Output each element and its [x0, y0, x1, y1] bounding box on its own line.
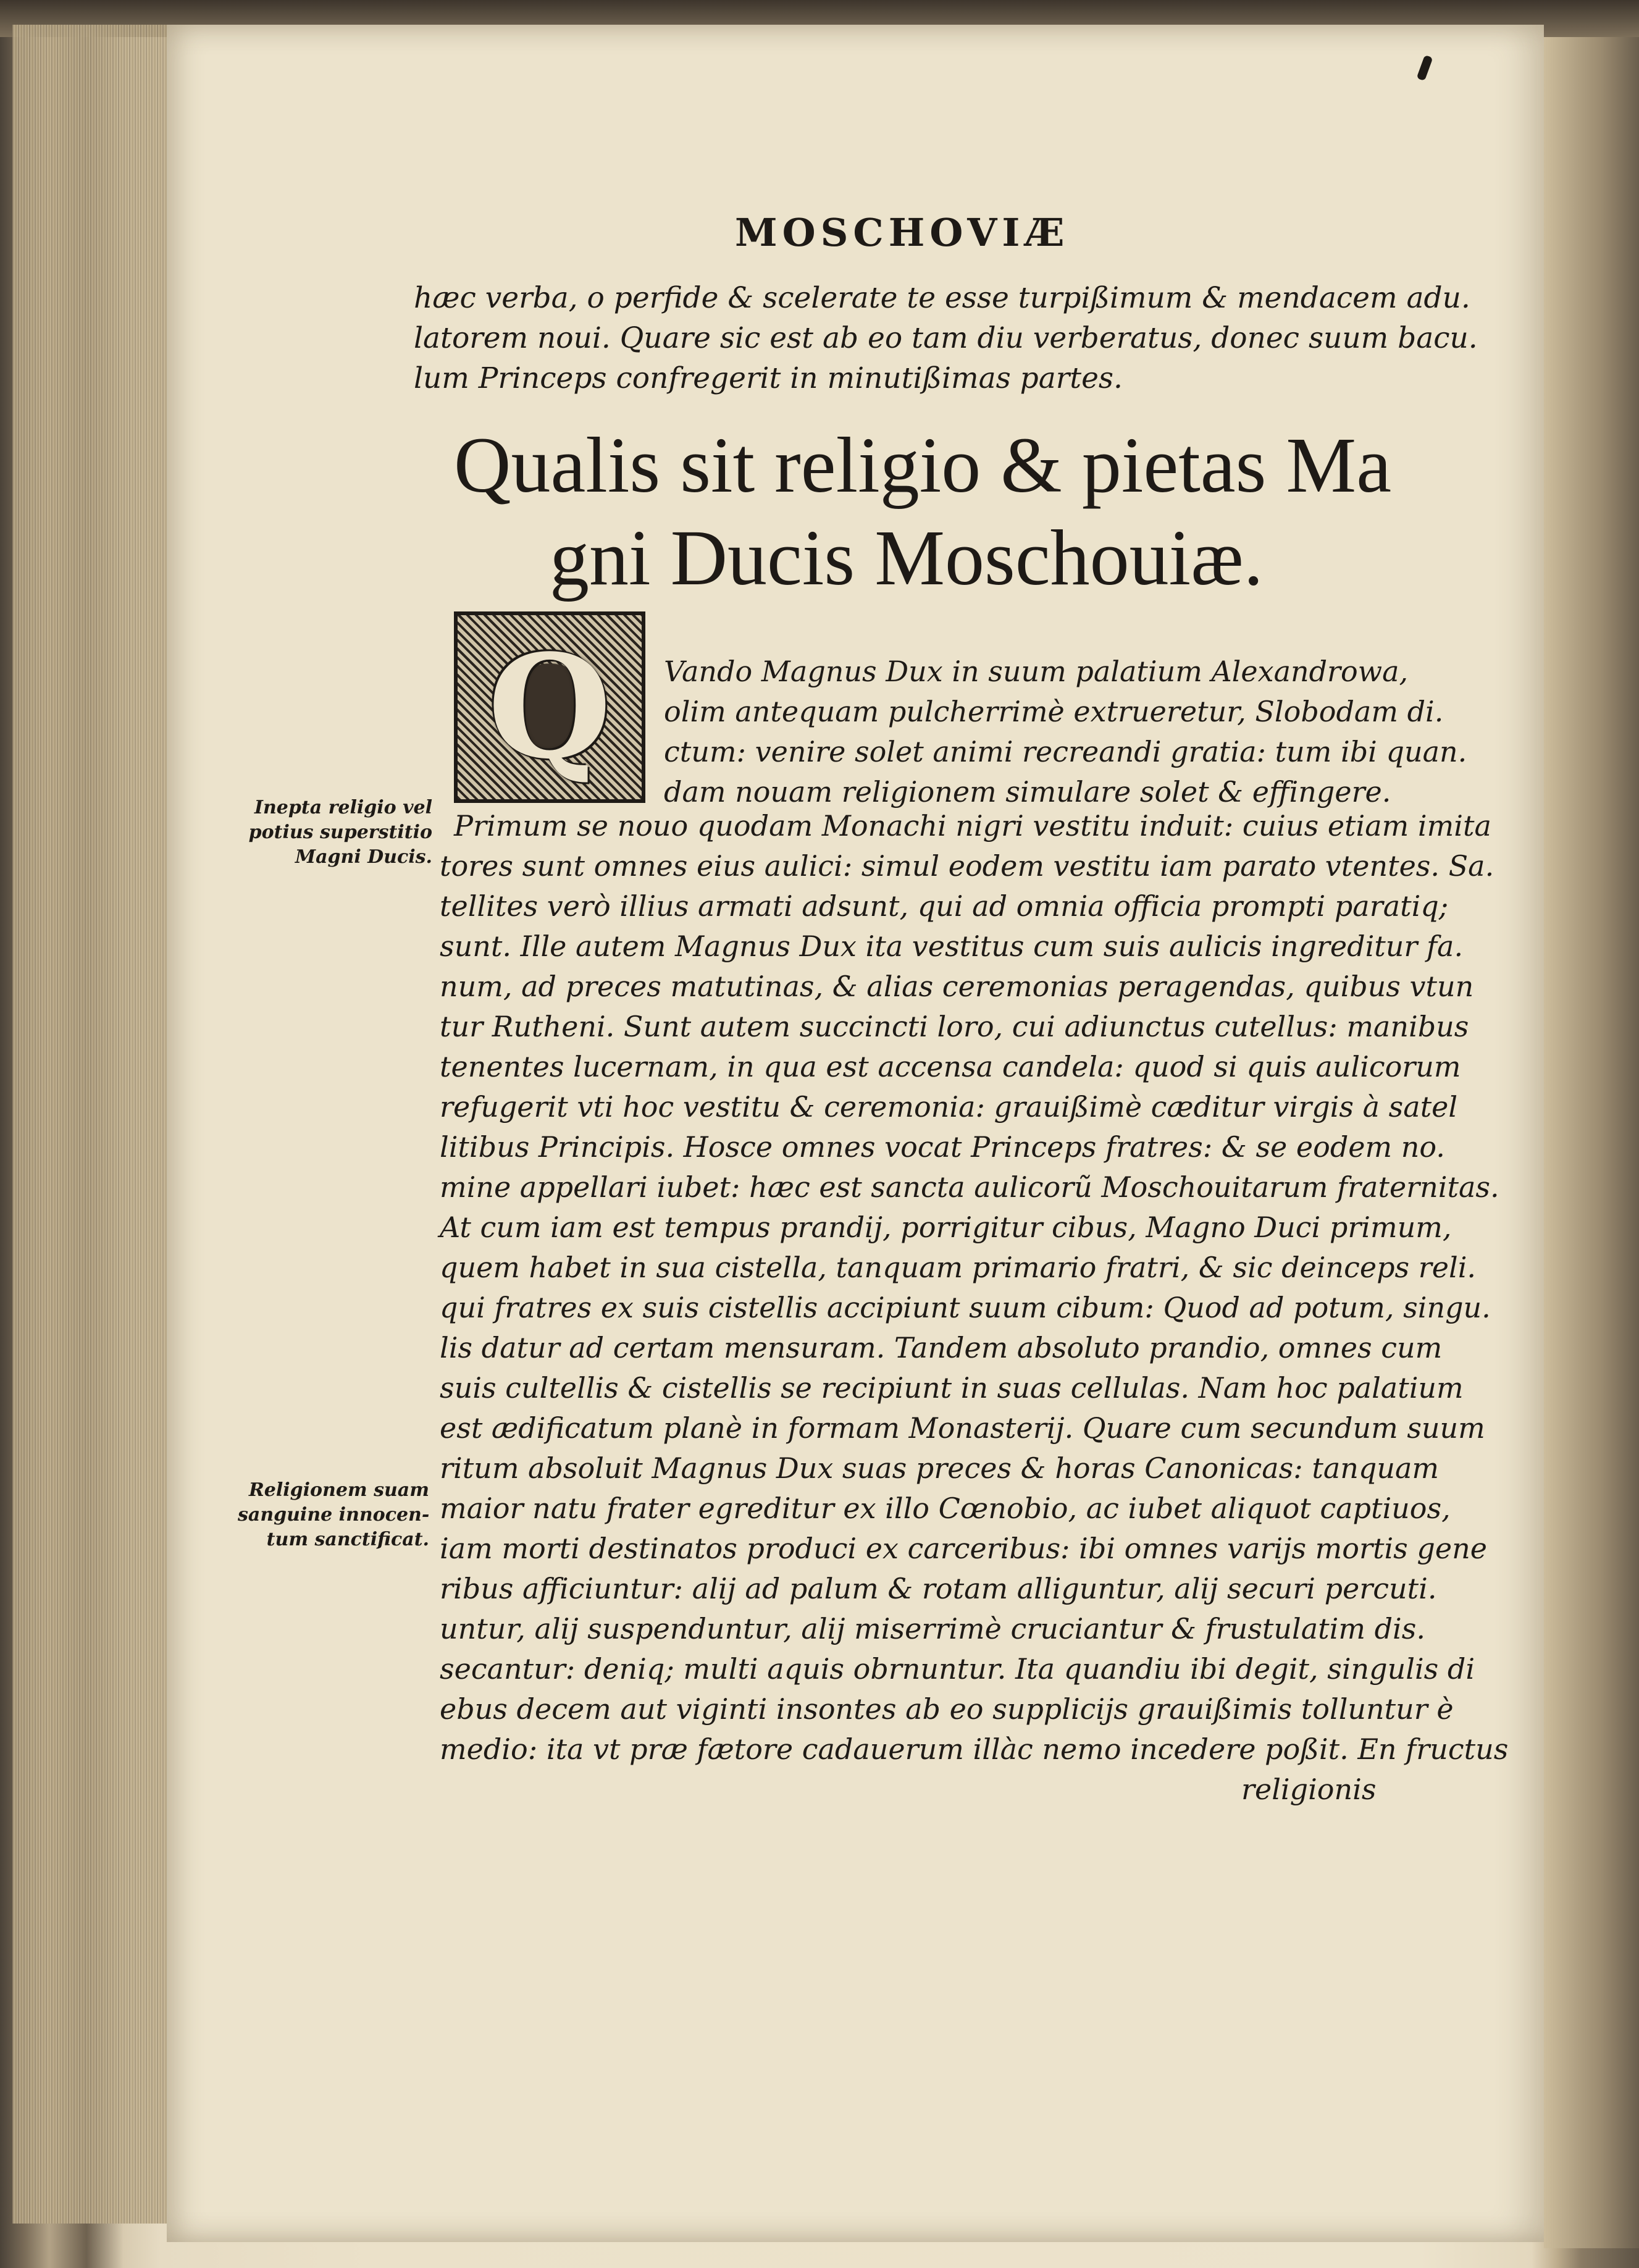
body-line: est ædificatum planè in formam Monasterij. Quare cum secundum suum: [440, 1411, 1485, 1445]
body-line: tores sunt omnes eius aulici: simul eodem vestitu iam parato vtentes. Sa.: [440, 849, 1494, 883]
margin-note-1-line: potius superstitio: [248, 821, 432, 843]
chapter-title-line: Qualis sit religio & pietas Ma: [454, 421, 1391, 509]
body-line: ebus decem aut viginti insontes ab eo supplicijs grauißimis tolluntur è: [440, 1692, 1454, 1726]
body-line: iam morti destinatos produci ex carceribus: ibi omnes varijs mortis gene: [440, 1532, 1487, 1565]
decorated-initial: [454, 611, 645, 803]
body-line: lis datur ad certam mensuram. Tandem absoluto prandio, omnes cum: [440, 1331, 1443, 1364]
catchword: religionis: [1241, 1773, 1377, 1806]
body-line: suis cultellis & cistellis se recipiunt in suas cellulas. Nam hoc palatium: [440, 1371, 1464, 1405]
margin-note-2-line: tum sanctificat.: [266, 1529, 429, 1550]
continuation-line: latorem noui. Quare sic est ab eo tam diu verberatus, donec suum bacu.: [414, 321, 1478, 355]
body-line: mine appellari iubet: hæc est sancta aulicorũ Moschouitarum fraternitas.: [440, 1170, 1499, 1204]
body-line: dam nouam religionem simulare solet & effingere.: [664, 775, 1391, 808]
margin-note-1-line: Inepta religio vel: [254, 797, 432, 818]
continuation-line: lum Princeps confregerit in minutißimas partes.: [414, 361, 1123, 395]
margin-note-2-line: sanguine innocen-: [238, 1504, 430, 1526]
body-line: medio: ita vt præ fætore cadauerum illàc nemo incedere poßit. En fructus: [440, 1732, 1509, 1766]
body-line: num, ad preces matutinas, & alias ceremonias peragendas, quibus vtun: [440, 970, 1474, 1003]
body-line: olim antequam pulcherrimè extrueretur, Slobodam di.: [664, 695, 1444, 728]
page-edges: [12, 25, 168, 2224]
body-line: ctum: venire solet animi recreandi gratia: tum ibi quan.: [664, 735, 1467, 768]
continuation-line: hæc verba, o perfide & scelerate te esse turpißimum & mendacem adu.: [414, 281, 1470, 315]
body-line: untur, alij suspenduntur, alij miserrimè cruciantur & frustulatim dis.: [440, 1612, 1425, 1645]
body-line: sunt. Ille autem Magnus Dux ita vestitus cum suis aulicis ingreditur fa.: [440, 930, 1464, 963]
body-line: tellites verò illius armati adsunt, qui ad omnia officia prompti paratiq;: [440, 889, 1449, 923]
margin-note-2-line: Religionem suam: [248, 1479, 429, 1501]
body-line: refugerit vti hoc vestitu & ceremonia: grauißimè cæditur virgis à satel: [440, 1090, 1458, 1124]
body-line: tenentes lucernam, in qua est accensa candela: quod si quis aulicorum: [440, 1050, 1461, 1083]
body-line: ritum absoluit Magnus Dux suas preces & horas Canonicas: tanquam: [440, 1451, 1440, 1485]
running-head: MOSCHOVIÆ: [735, 210, 1070, 255]
facing-page-edge: [1544, 37, 1639, 2248]
body-line: qui fratres ex suis cistellis accipiunt suum cibum: Quod ad potum, singu.: [440, 1291, 1491, 1324]
body-line: litibus Principis. Hosce omnes vocat Princeps fratres: & se eodem no.: [440, 1130, 1445, 1164]
body-line: ribus afficiuntur: alij ad palum & rotam alliguntur, alij securi percuti.: [440, 1572, 1437, 1605]
body-line: tur Rutheni. Sunt autem succincti loro, cui adiunctus cutellus: manibus: [440, 1010, 1469, 1043]
body-line: secantur: deniq; multi aquis obrnuntur. Ita quandiu ibi degit, singulis di: [440, 1652, 1475, 1686]
body-line: quem habet in sua cistella, tanquam primario fratri, & sic deinceps reli.: [440, 1251, 1477, 1284]
body-line: maior natu frater egreditur ex illo Cœnobio, ac iubet aliquot captiuos,: [440, 1492, 1451, 1525]
margin-note-1-line: Magni Ducis.: [295, 846, 432, 868]
body-line: Vando Magnus Dux in suum palatium Alexandrowa,: [664, 655, 1409, 688]
chapter-title-line: gni Ducis Moschouiæ.: [550, 514, 1264, 602]
body-line: At cum iam est tempus prandij, porrigitur cibus, Magno Duci primum,: [440, 1211, 1452, 1244]
initial-letter: Q: [487, 624, 612, 791]
body-line: Primum se nouo quodam Monachi nigri vestitu induit: cuius etiam imita: [454, 809, 1491, 842]
